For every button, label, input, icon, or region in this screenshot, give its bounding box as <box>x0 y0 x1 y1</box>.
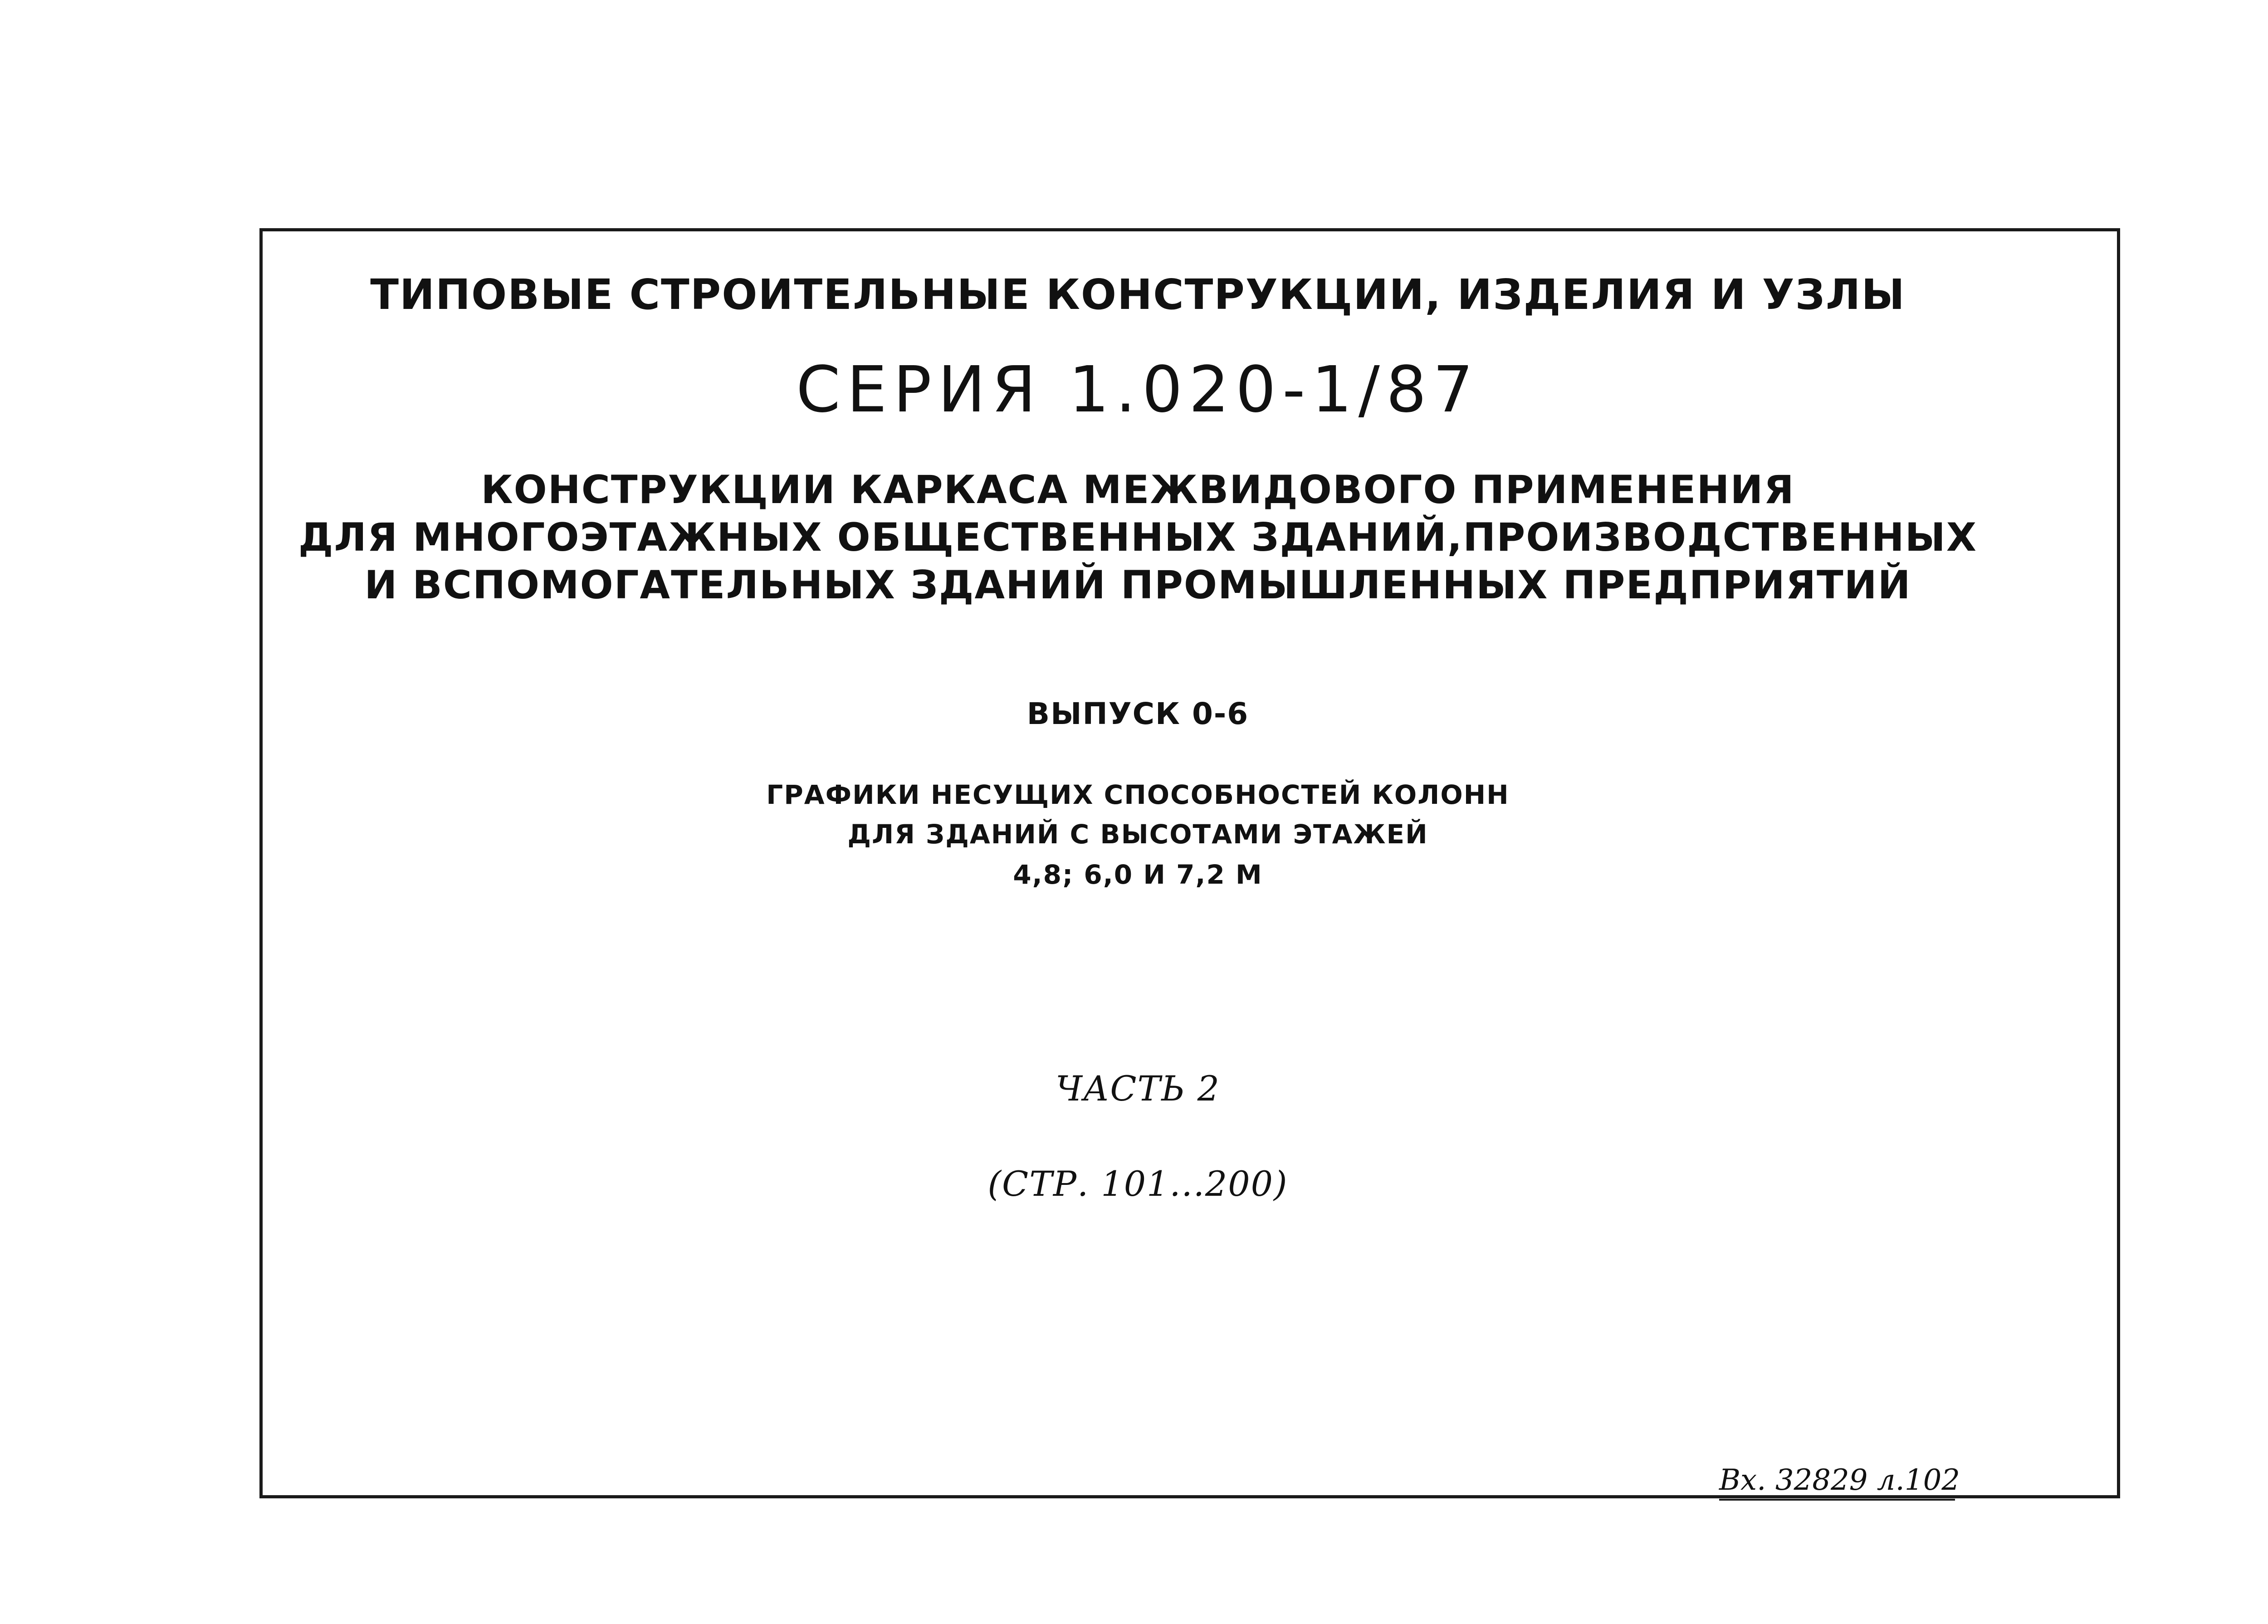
series-title: СЕРИЯ 1.020-1/87 <box>796 353 1480 427</box>
registration-stamp: Вх. 32829 л.102 <box>1719 1462 1955 1501</box>
issue-subject-line-3: 4,8; 6,0 И 7,2 М <box>1013 859 1263 890</box>
subject-line-2: ДЛЯ МНОГОЭТАЖНЫХ ОБЩЕСТВЕННЫХ ЗДАНИЙ,ПРОИЗВОДСТВЕННЫХ <box>298 515 1978 560</box>
page-range: (СТР. 101...200) <box>987 1164 1288 1204</box>
part-label: ЧАСТЬ 2 <box>1056 1068 1220 1109</box>
issue-subject-line-2: ДЛЯ ЗДАНИЙ С ВЫСОТАМИ ЭТАЖЕЙ <box>847 819 1428 850</box>
top-title: ТИПОВЫЕ СТРОИТЕЛЬНЫЕ КОНСТРУКЦИИ, ИЗДЕЛИЯ И УЗЛЫ <box>370 270 1906 319</box>
subject-line-1: КОНСТРУКЦИИ КАРКАСА МЕЖВИДОВОГО ПРИМЕНЕНИЯ <box>481 467 1795 513</box>
issue-number: ВЫПУСК 0-6 <box>1026 696 1249 731</box>
issue-subject-line-1: ГРАФИКИ НЕСУЩИХ СПОСОБНОСТЕЙ КОЛОНН <box>766 779 1510 810</box>
subject-line-3: И ВСПОМОГАТЕЛЬНЫХ ЗДАНИЙ ПРОМЫШЛЕННЫХ ПРЕДПРИЯТИЙ <box>364 563 1911 608</box>
